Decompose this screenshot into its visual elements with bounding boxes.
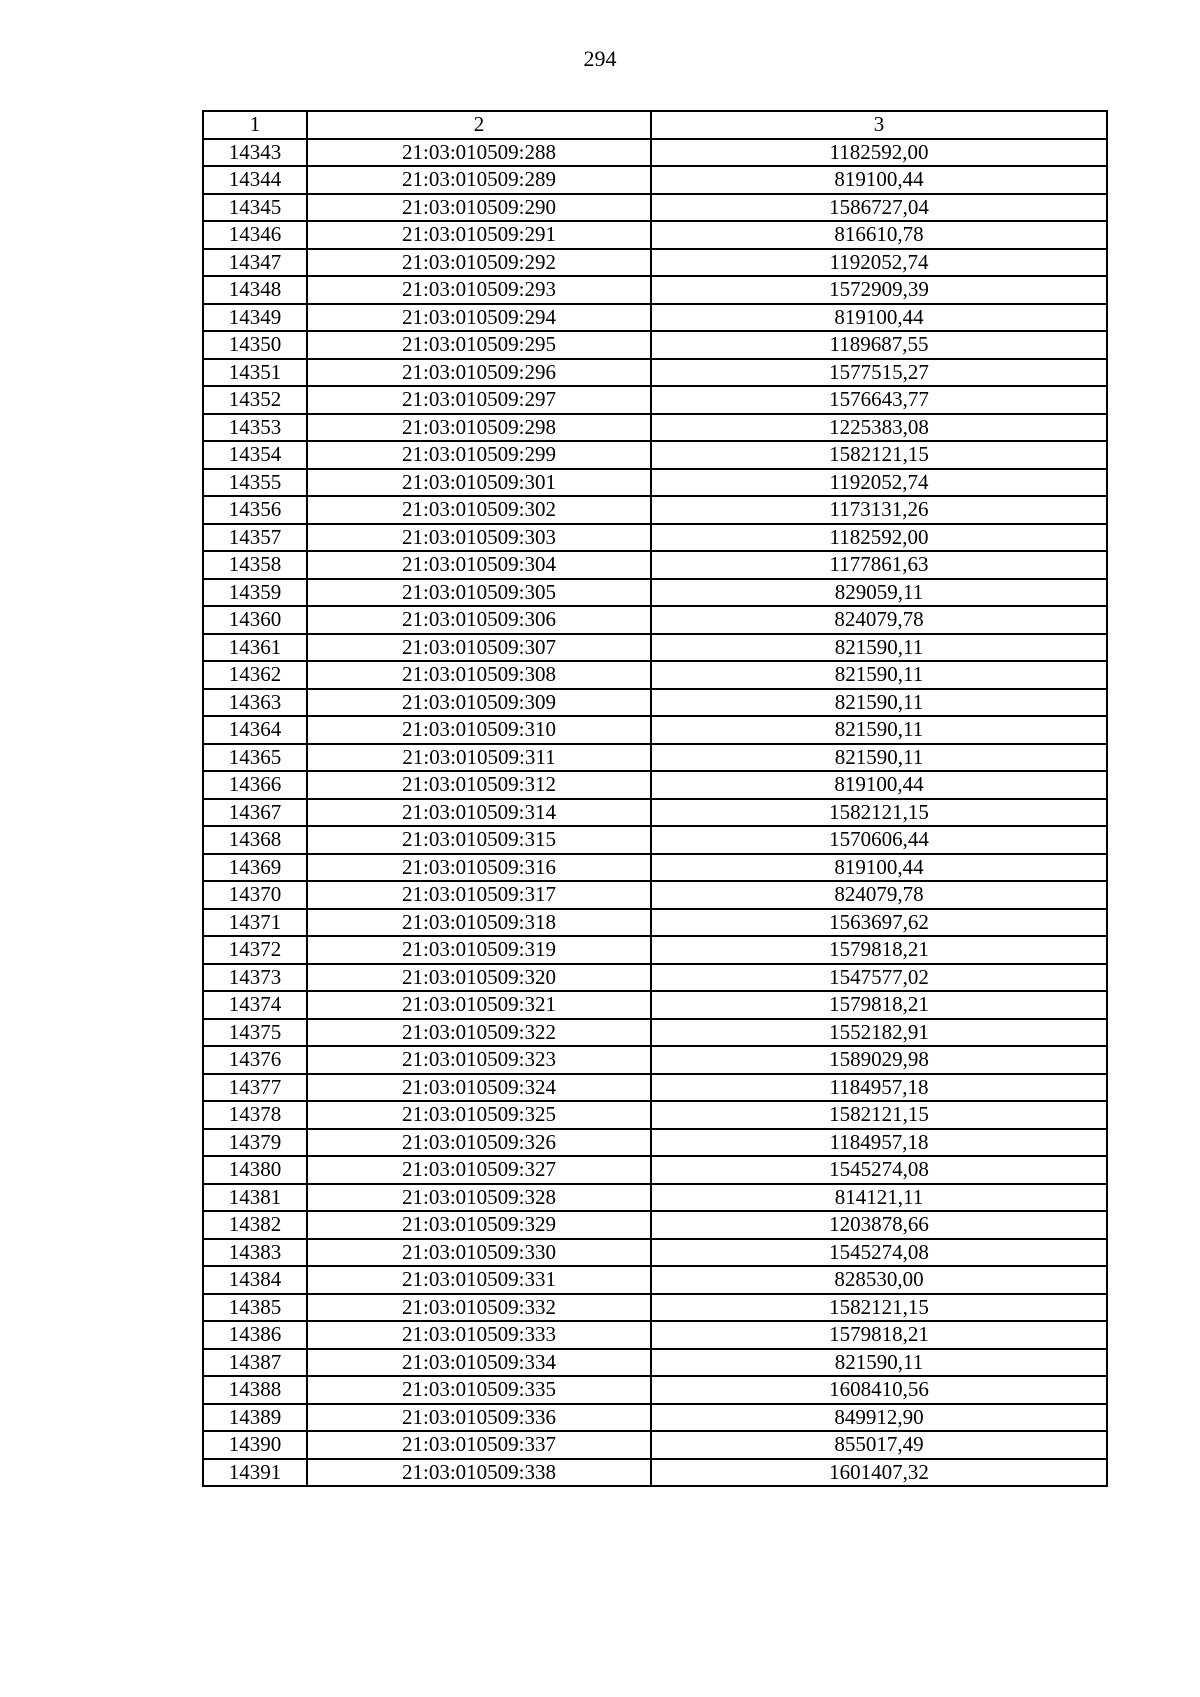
table-row	[203, 359, 1107, 387]
cadastral-value-cell: 1579818,21	[651, 1321, 1107, 1349]
row-number-cell: 14374	[203, 991, 307, 1019]
table-row	[203, 1129, 1107, 1157]
row-number-cell: 14369	[203, 854, 307, 882]
cadastral-number-cell: 21:03:010509:337	[307, 1431, 651, 1459]
cadastral-value-cell: 1189687,55	[651, 331, 1107, 359]
row-number-cell: 14373	[203, 964, 307, 992]
cadastral-value-cell: 819100,44	[651, 854, 1107, 882]
cadastral-number-cell: 21:03:010509:305	[307, 579, 651, 607]
cadastral-number-cell: 21:03:010509:297	[307, 386, 651, 414]
table-row	[203, 441, 1107, 469]
cadastral-number-cell: 21:03:010509:304	[307, 551, 651, 579]
table-row	[203, 524, 1107, 552]
cadastral-value-cell: 821590,11	[651, 744, 1107, 772]
cadastral-value-cell: 1182592,00	[651, 524, 1107, 552]
cadastral-number-cell: 21:03:010509:328	[307, 1184, 651, 1212]
table-row	[203, 166, 1107, 194]
table-row	[203, 469, 1107, 497]
cadastral-value-cell: 849912,90	[651, 1404, 1107, 1432]
cadastral-value-cell: 1173131,26	[651, 496, 1107, 524]
table-row	[203, 579, 1107, 607]
cadastral-number-cell: 21:03:010509:299	[307, 441, 651, 469]
cadastral-number-cell: 21:03:010509:311	[307, 744, 651, 772]
row-number-cell: 14367	[203, 799, 307, 827]
row-number-cell: 14343	[203, 139, 307, 167]
cadastral-number-cell: 21:03:010509:333	[307, 1321, 651, 1349]
cadastral-number-cell: 21:03:010509:294	[307, 304, 651, 332]
cadastral-number-cell: 21:03:010509:335	[307, 1376, 651, 1404]
cadastral-value-cell: 821590,11	[651, 689, 1107, 717]
table-row	[203, 606, 1107, 634]
row-number-cell: 14386	[203, 1321, 307, 1349]
row-number-cell: 14346	[203, 221, 307, 249]
cadastral-value-cell: 814121,11	[651, 1184, 1107, 1212]
row-number-cell: 14370	[203, 881, 307, 909]
row-number-cell: 14351	[203, 359, 307, 387]
table-row	[203, 909, 1107, 937]
table-row	[203, 716, 1107, 744]
cadastral-number-cell: 21:03:010509:291	[307, 221, 651, 249]
cadastral-value-cell: 1582121,15	[651, 799, 1107, 827]
cadastral-number-cell: 21:03:010509:334	[307, 1349, 651, 1377]
cadastral-value-cell: 1182592,00	[651, 139, 1107, 167]
cadastral-value-cell: 821590,11	[651, 716, 1107, 744]
cadastral-number-cell: 21:03:010509:306	[307, 606, 651, 634]
table-row	[203, 1321, 1107, 1349]
row-number-cell: 14354	[203, 441, 307, 469]
page-number: 294	[583, 46, 617, 71]
table-row	[203, 771, 1107, 799]
cadastral-value-cell: 1582121,15	[651, 1294, 1107, 1322]
cadastral-number-cell: 21:03:010509:302	[307, 496, 651, 524]
row-number-cell: 14368	[203, 826, 307, 854]
row-number-cell: 14344	[203, 166, 307, 194]
table-row	[203, 276, 1107, 304]
cadastral-value-cell: 824079,78	[651, 881, 1107, 909]
cadastral-number-cell: 21:03:010509:327	[307, 1156, 651, 1184]
table-row	[203, 331, 1107, 359]
table-row	[203, 1074, 1107, 1102]
row-number-cell: 14391	[203, 1459, 307, 1487]
table-row	[203, 1294, 1107, 1322]
table-row	[203, 881, 1107, 909]
cadastral-number-cell: 21:03:010509:293	[307, 276, 651, 304]
column-header-1: 1	[203, 111, 307, 139]
table-row	[203, 854, 1107, 882]
table-row	[203, 1459, 1107, 1487]
table-row	[203, 1349, 1107, 1377]
row-number-cell: 14362	[203, 661, 307, 689]
cadastral-value-cell: 855017,49	[651, 1431, 1107, 1459]
table-row	[203, 826, 1107, 854]
cadastral-value-cell: 821590,11	[651, 634, 1107, 662]
cadastral-value-cell: 1192052,74	[651, 249, 1107, 277]
table-row	[203, 496, 1107, 524]
cadastral-number-cell: 21:03:010509:298	[307, 414, 651, 442]
cadastral-value-cell: 1547577,02	[651, 964, 1107, 992]
row-number-cell: 14390	[203, 1431, 307, 1459]
table-row	[203, 304, 1107, 332]
table-row	[203, 936, 1107, 964]
cadastral-value-cell: 1203878,66	[651, 1211, 1107, 1239]
header-row	[203, 111, 1107, 139]
row-number-cell: 14355	[203, 469, 307, 497]
cadastral-value-cell: 1576643,77	[651, 386, 1107, 414]
table-row	[203, 414, 1107, 442]
row-number-cell: 14380	[203, 1156, 307, 1184]
row-number-cell: 14376	[203, 1046, 307, 1074]
row-number-cell: 14381	[203, 1184, 307, 1212]
row-number-cell: 14389	[203, 1404, 307, 1432]
cadastral-number-cell: 21:03:010509:301	[307, 469, 651, 497]
table-row	[203, 1019, 1107, 1047]
row-number-cell: 14379	[203, 1129, 307, 1157]
cadastral-value-table	[202, 110, 1108, 1487]
cadastral-value-cell: 1572909,39	[651, 276, 1107, 304]
cadastral-number-cell: 21:03:010509:316	[307, 854, 651, 882]
row-number-cell: 14345	[203, 194, 307, 222]
cadastral-number-cell: 21:03:010509:320	[307, 964, 651, 992]
cadastral-number-cell: 21:03:010509:332	[307, 1294, 651, 1322]
row-number-cell: 14385	[203, 1294, 307, 1322]
cadastral-number-cell: 21:03:010509:307	[307, 634, 651, 662]
row-number-cell: 14388	[203, 1376, 307, 1404]
row-number-cell: 14360	[203, 606, 307, 634]
cadastral-value-cell: 1552182,91	[651, 1019, 1107, 1047]
row-number-cell: 14350	[203, 331, 307, 359]
column-header-2: 2	[307, 111, 651, 139]
cadastral-value-cell: 1586727,04	[651, 194, 1107, 222]
cadastral-value-cell: 821590,11	[651, 1349, 1107, 1377]
table-row	[203, 386, 1107, 414]
table-header	[203, 111, 1107, 139]
row-number-cell: 14377	[203, 1074, 307, 1102]
cadastral-value-cell: 819100,44	[651, 304, 1107, 332]
table-row	[203, 964, 1107, 992]
cadastral-number-cell: 21:03:010509:331	[307, 1266, 651, 1294]
table-row	[203, 634, 1107, 662]
cadastral-number-cell: 21:03:010509:319	[307, 936, 651, 964]
column-header-3: 3	[651, 111, 1107, 139]
table-body	[203, 139, 1107, 1487]
row-number-cell: 14378	[203, 1101, 307, 1129]
cadastral-number-cell: 21:03:010509:290	[307, 194, 651, 222]
cadastral-number-cell: 21:03:010509:315	[307, 826, 651, 854]
row-number-cell: 14384	[203, 1266, 307, 1294]
cadastral-number-cell: 21:03:010509:329	[307, 1211, 651, 1239]
cadastral-number-cell: 21:03:010509:321	[307, 991, 651, 1019]
cadastral-value-cell: 1579818,21	[651, 936, 1107, 964]
cadastral-number-cell: 21:03:010509:317	[307, 881, 651, 909]
row-number-cell: 14382	[203, 1211, 307, 1239]
table-row	[203, 661, 1107, 689]
cadastral-value-cell: 1184957,18	[651, 1129, 1107, 1157]
cadastral-value-cell: 1545274,08	[651, 1239, 1107, 1267]
cadastral-number-cell: 21:03:010509:308	[307, 661, 651, 689]
table-row	[203, 991, 1107, 1019]
cadastral-value-cell: 1545274,08	[651, 1156, 1107, 1184]
table-row	[203, 1046, 1107, 1074]
cadastral-number-cell: 21:03:010509:330	[307, 1239, 651, 1267]
cadastral-value-cell: 1589029,98	[651, 1046, 1107, 1074]
table-row	[203, 744, 1107, 772]
cadastral-value-cell: 1608410,56	[651, 1376, 1107, 1404]
row-number-cell: 14356	[203, 496, 307, 524]
table-row	[203, 1211, 1107, 1239]
cadastral-number-cell: 21:03:010509:312	[307, 771, 651, 799]
cadastral-value-cell: 828530,00	[651, 1266, 1107, 1294]
cadastral-number-cell: 21:03:010509:309	[307, 689, 651, 717]
row-number-cell: 14349	[203, 304, 307, 332]
cadastral-number-cell: 21:03:010509:325	[307, 1101, 651, 1129]
cadastral-value-cell: 1184957,18	[651, 1074, 1107, 1102]
cadastral-value-cell: 1579818,21	[651, 991, 1107, 1019]
row-number-cell: 14375	[203, 1019, 307, 1047]
cadastral-value-cell: 1570606,44	[651, 826, 1107, 854]
cadastral-number-cell: 21:03:010509:338	[307, 1459, 651, 1487]
table-row	[203, 1266, 1107, 1294]
table-row	[203, 139, 1107, 167]
row-number-cell: 14363	[203, 689, 307, 717]
table-row	[203, 689, 1107, 717]
cadastral-number-cell: 21:03:010509:336	[307, 1404, 651, 1432]
row-number-cell: 14366	[203, 771, 307, 799]
cadastral-value-cell: 1601407,32	[651, 1459, 1107, 1487]
cadastral-number-cell: 21:03:010509:323	[307, 1046, 651, 1074]
cadastral-number-cell: 21:03:010509:326	[307, 1129, 651, 1157]
cadastral-value-cell: 819100,44	[651, 771, 1107, 799]
cadastral-value-cell: 819100,44	[651, 166, 1107, 194]
table-row	[203, 1376, 1107, 1404]
cadastral-value-cell: 1225383,08	[651, 414, 1107, 442]
cadastral-number-cell: 21:03:010509:322	[307, 1019, 651, 1047]
cadastral-number-cell: 21:03:010509:289	[307, 166, 651, 194]
cadastral-number-cell: 21:03:010509:295	[307, 331, 651, 359]
cadastral-number-cell: 21:03:010509:314	[307, 799, 651, 827]
cadastral-number-cell: 21:03:010509:288	[307, 139, 651, 167]
row-number-cell: 14387	[203, 1349, 307, 1377]
row-number-cell: 14359	[203, 579, 307, 607]
row-number-cell: 14383	[203, 1239, 307, 1267]
cadastral-value-cell: 821590,11	[651, 661, 1107, 689]
row-number-cell: 14365	[203, 744, 307, 772]
cadastral-value-cell: 1582121,15	[651, 441, 1107, 469]
cadastral-number-cell: 21:03:010509:310	[307, 716, 651, 744]
cadastral-value-cell: 1177861,63	[651, 551, 1107, 579]
table-row	[203, 194, 1107, 222]
row-number-cell: 14361	[203, 634, 307, 662]
cadastral-number-cell: 21:03:010509:318	[307, 909, 651, 937]
cadastral-number-cell: 21:03:010509:296	[307, 359, 651, 387]
row-number-cell: 14358	[203, 551, 307, 579]
table-row	[203, 1156, 1107, 1184]
row-number-cell: 14357	[203, 524, 307, 552]
row-number-cell: 14352	[203, 386, 307, 414]
cadastral-number-cell: 21:03:010509:292	[307, 249, 651, 277]
cadastral-value-cell: 1563697,62	[651, 909, 1107, 937]
table-row	[203, 1184, 1107, 1212]
cadastral-value-cell: 829059,11	[651, 579, 1107, 607]
cadastral-value-cell: 1577515,27	[651, 359, 1107, 387]
row-number-cell: 14347	[203, 249, 307, 277]
table-row	[203, 799, 1107, 827]
table-row	[203, 249, 1107, 277]
cadastral-number-cell: 21:03:010509:303	[307, 524, 651, 552]
table-row	[203, 1239, 1107, 1267]
row-number-cell: 14372	[203, 936, 307, 964]
cadastral-value-cell: 1582121,15	[651, 1101, 1107, 1129]
cadastral-number-cell: 21:03:010509:324	[307, 1074, 651, 1102]
cadastral-value-cell: 1192052,74	[651, 469, 1107, 497]
table-row	[203, 1404, 1107, 1432]
cadastral-value-cell: 824079,78	[651, 606, 1107, 634]
table-row	[203, 551, 1107, 579]
row-number-cell: 14364	[203, 716, 307, 744]
table-row	[203, 221, 1107, 249]
cadastral-value-cell: 816610,78	[651, 221, 1107, 249]
row-number-cell: 14353	[203, 414, 307, 442]
row-number-cell: 14348	[203, 276, 307, 304]
row-number-cell: 14371	[203, 909, 307, 937]
table-row	[203, 1101, 1107, 1129]
table-row	[203, 1431, 1107, 1459]
